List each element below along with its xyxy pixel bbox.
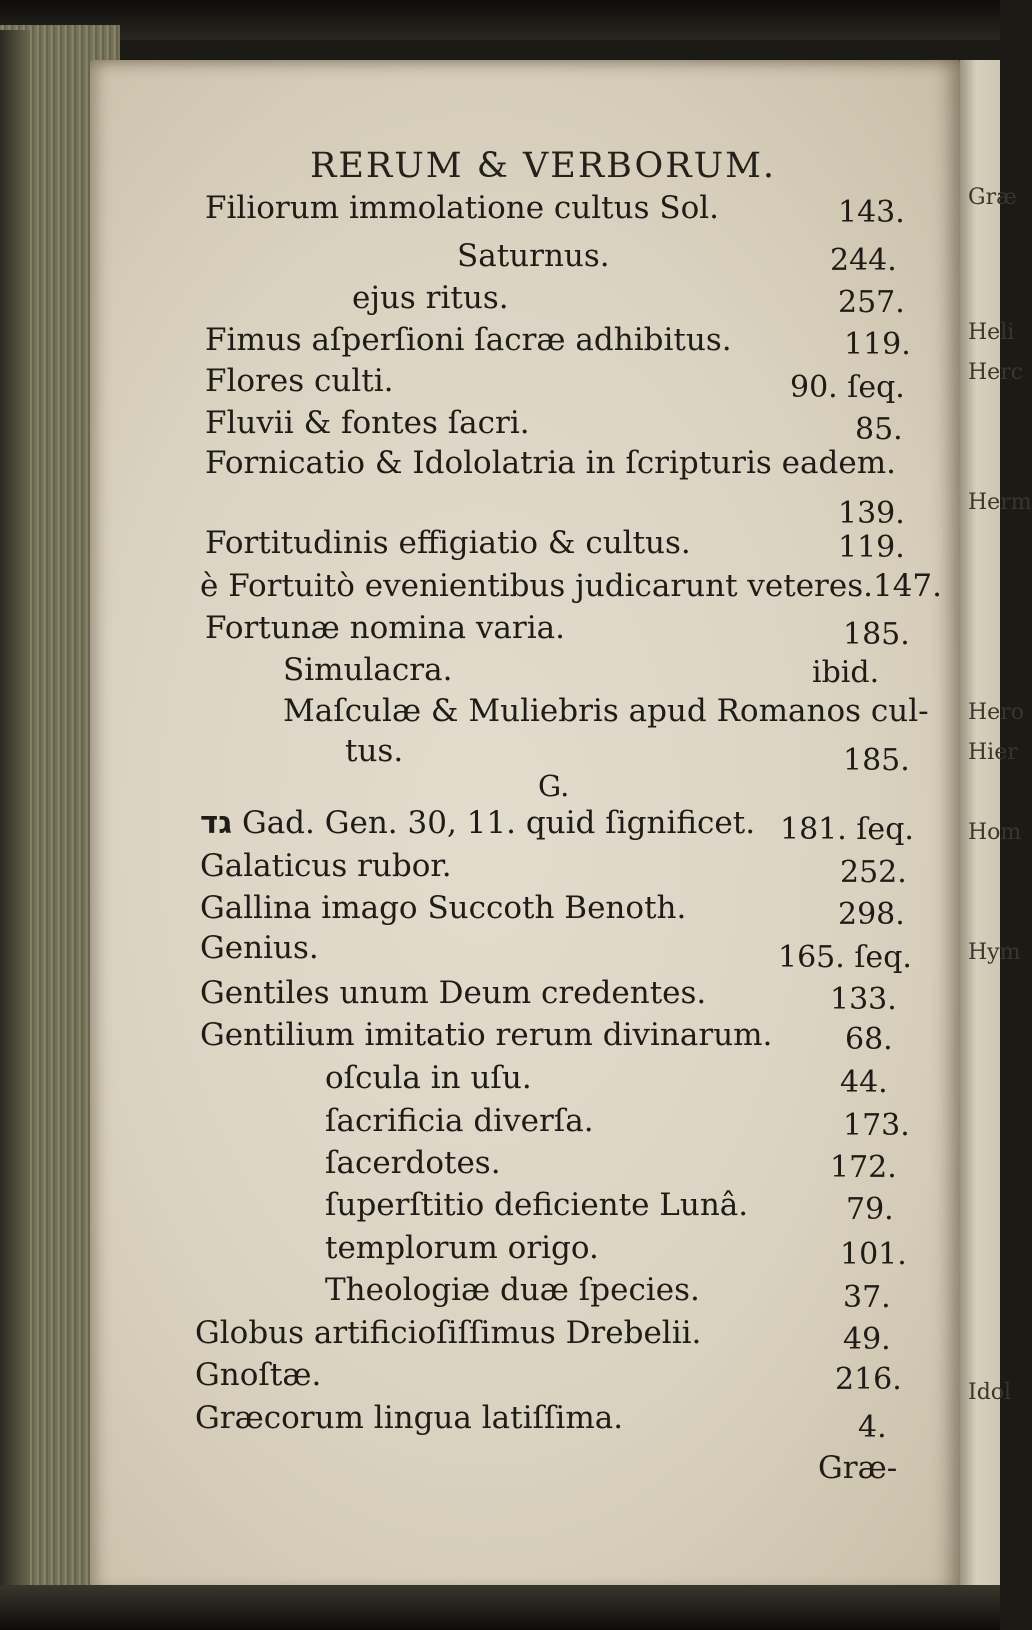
facing-text: Heli <box>968 320 1015 345</box>
index-entry: Fornicatio & Idololatria in ſcripturis eadem. <box>205 445 896 481</box>
index-entry: templorum origo. <box>325 1230 599 1266</box>
background-top <box>0 0 1000 40</box>
facing-text: Hier <box>968 740 1018 765</box>
page-number: 79. <box>846 1192 894 1227</box>
index-entry: Gallina imago Succoth Benoth. <box>200 890 687 926</box>
page-number: 298. <box>838 897 905 932</box>
index-entry: ſuperſtitio deficiente Lunâ. <box>325 1187 749 1223</box>
page-number: 119. <box>838 530 905 565</box>
page-number: 139. <box>838 496 905 531</box>
catchword: Græ- <box>818 1450 898 1486</box>
page-number: 165. ſeq. <box>778 940 912 975</box>
facing-text: Herm <box>968 490 1032 515</box>
index-entry: Fimus aſperſioni ſacræ adhibitus. <box>205 322 732 358</box>
facing-text: Idol <box>968 1380 1012 1405</box>
section-letter: G. <box>538 769 570 803</box>
index-entry: è Fortuitò evenientibus judicarunt veteres.147. <box>200 568 943 604</box>
index-entry-text: Gad. Gen. 30, 11. quid ſignificet. <box>241 805 756 841</box>
background-bottom <box>0 1585 1000 1630</box>
index-entry: ejus ritus. <box>352 280 509 316</box>
page-number: 185. <box>843 617 910 652</box>
page-number: 37. <box>843 1280 891 1315</box>
page-number: 244. <box>830 243 897 278</box>
facing-text: Herc <box>968 360 1024 385</box>
page-number: 172. <box>830 1150 897 1185</box>
book-cover-edge <box>0 30 30 1600</box>
index-entry: Flores culti. <box>205 363 394 399</box>
index-entry: Gentilium imitatio rerum divinarum. <box>200 1017 773 1053</box>
index-entry: ſacrificia diverſa. <box>325 1103 594 1139</box>
index-entry: Fortitudinis effigiatio & cultus. <box>205 525 691 561</box>
index-entry: oſcula in uſu. <box>325 1060 532 1096</box>
index-entry: Maſculæ & Muliebris apud Romanos cul- <box>283 693 929 729</box>
index-entry: Græcorum lingua latiſſima. <box>195 1400 624 1436</box>
page-number: 181. ſeq. <box>780 812 914 847</box>
page-number: ibid. <box>812 655 880 690</box>
page-number: 119. <box>844 327 911 362</box>
index-entry: Simulacra. <box>283 652 453 688</box>
page-number: 85. <box>855 412 903 447</box>
page-number: 133. <box>830 982 897 1017</box>
page-number: 216. <box>835 1362 902 1397</box>
index-entry: tus. <box>345 733 404 769</box>
index-entry: Fortunæ nomina varia. <box>205 610 565 646</box>
facing-text: Hom <box>968 820 1022 845</box>
page-number: 44. <box>840 1065 888 1100</box>
facing-text: Græ <box>968 185 1017 210</box>
page-number: 101. <box>840 1237 907 1272</box>
index-entry <box>200 805 755 841</box>
facing-text: Hero <box>968 700 1024 725</box>
running-header: RERUM & VERBORUM. <box>310 146 777 186</box>
index-entry: Saturnus. <box>457 238 610 274</box>
index-entry: Gnoſtæ. <box>195 1357 322 1393</box>
page-number: 173. <box>843 1108 910 1143</box>
page-number: 185. <box>843 743 910 778</box>
index-entry: Galaticus rubor. <box>200 848 452 884</box>
page-number: 68. <box>845 1022 893 1057</box>
hebrew-word: גד <box>200 805 233 841</box>
index-entry: Theologiæ duæ ſpecies. <box>325 1272 700 1308</box>
index-entry: Gentiles unum Deum credentes. <box>200 975 707 1011</box>
index-entry: Genius. <box>200 930 319 966</box>
page-number: 90. ſeq. <box>790 370 905 405</box>
index-entry: ſacerdotes. <box>325 1145 501 1181</box>
page-number: 257. <box>838 285 905 320</box>
index-entry: Filiorum immolatione cultus Sol. <box>205 190 720 226</box>
page-number: 252. <box>840 855 907 890</box>
facing-text: Hym <box>968 940 1021 965</box>
index-entry: Globus artificioſiſſimus Drebelii. <box>195 1315 702 1351</box>
page-number: 49. <box>843 1322 891 1357</box>
index-entry: Fluvii & fontes ſacri. <box>205 405 530 441</box>
page-number: 4. <box>858 1410 887 1445</box>
page-number: 143. <box>838 195 905 230</box>
